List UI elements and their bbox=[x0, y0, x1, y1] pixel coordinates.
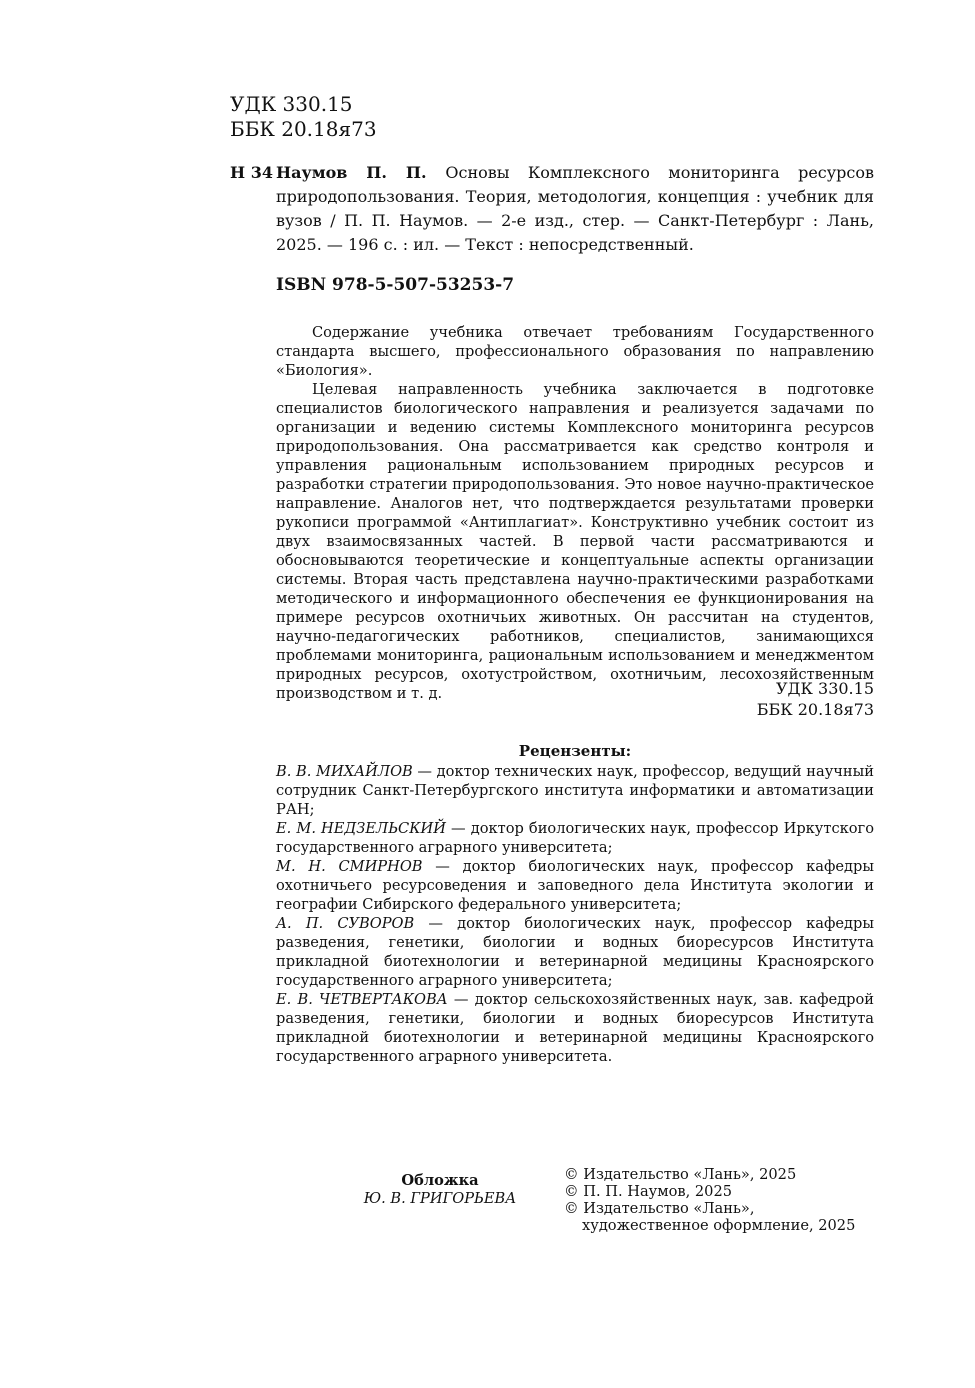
udk-code-top: УДК 330.15 bbox=[230, 92, 353, 116]
copyright-block bbox=[564, 1166, 855, 1234]
reviewer-details: — доктор биологических наук, профессор Иркутского государственного аграрного университета; bbox=[276, 820, 874, 856]
reviewer-entry bbox=[276, 762, 874, 819]
bottom-classification bbox=[757, 678, 874, 720]
bibliographic-description: Основы Комплексного мониторинга ресурсов природопользования. Теория, методология, концепция : учебник для вузов / П. П. Наумов. — 2-е изд., стер. — Санкт-Петербург : Лань, 2025. — 196 с. : ил. — Текст : непосредственный. bbox=[276, 163, 875, 254]
reviewer-name: Е. М. НЕДЗЕЛЬСКИЙ bbox=[276, 820, 446, 837]
reviewer-entry bbox=[276, 819, 874, 857]
reviewer-name: В. В. МИХАЙЛОВ bbox=[276, 763, 413, 780]
reviewer-entry bbox=[276, 914, 874, 990]
udk-code-bottom: УДК 330.15 bbox=[775, 679, 874, 698]
reviewer-name: А. П. СУВОРОВ bbox=[276, 915, 415, 932]
annotation-paragraph: Целевая направленность учебника заключается в подготовке специалистов биологического направления и реализуется задачами по организации и ведению системы Комплексного мониторинга ресурсов природопользования. Она рассматривается как средство контроля и управления рациональным использованием природных ресурсов и разработки стратегии природопользования. Это новое научно-практическое направление. Аналогов нет, что подтверждается результатами проверки рукописи программой «Антиплагиат». Конструктивно учебник состоит из двух взаимосвязанных частей. В первой части рассматриваются и обосновываются теоретические и концептуальные аспекты организации системы. Вторая часть представлена научно-практическими разработками методического и информационного обеспечения ее функционирования на примере ресурсов охотничьих животных. Он рассчитан на студентов, научно-педагогических работников, специалистов, занимающихся проблемами мониторинга, рациональным использованием и менеджментом природных ресурсов, охотустройством, охотничьим, лесохозяйственным производством и т. д. bbox=[276, 381, 874, 702]
reviewer-name: Е. В. ЧЕТВЕРТАКОВА bbox=[276, 991, 448, 1008]
isbn: ISBN 978-5-507-53253-7 bbox=[276, 275, 515, 295]
bbk-code-bottom: ББК 20.18я73 bbox=[756, 700, 874, 719]
reviewer-entry bbox=[276, 857, 874, 914]
reviewer-entry bbox=[276, 990, 874, 1066]
reviewer-details: — доктор биологических наук, профессор кафедры разведения, генетики, биологии и водных биоресурсов Института прикладной биотехнологии и ветеринарной медицины Красноярского государственного аграрного университета; bbox=[276, 915, 875, 989]
reviewer-name: М. Н. СМИРНОВ bbox=[276, 858, 423, 875]
cover-label: Обложка bbox=[401, 1172, 479, 1189]
reviewer-details: — доктор сельскохозяйственных наук, зав. кафедрой разведения, генетики, биологии и водных биоресурсов Института прикладной биотехнологии и ветеринарной медицины Красноярского государственного аграрного университета. bbox=[276, 991, 874, 1065]
copyright-line: © П. П. Наумов, 2025 bbox=[564, 1183, 733, 1200]
copyright-line: © Издательство «Лань», bbox=[564, 1200, 755, 1217]
bbk-code-top: ББК 20.18я73 bbox=[230, 117, 377, 141]
cover-designer: Ю. В. ГРИГОРЬЕВА bbox=[363, 1190, 517, 1207]
cutter-number: Н 34 bbox=[230, 163, 273, 182]
copyright-line: © Издательство «Лань», 2025 bbox=[564, 1166, 797, 1183]
annotation bbox=[276, 323, 874, 703]
author-name: Наумов П. П. bbox=[276, 163, 446, 182]
reviewer-details: — доктор биологических наук, профессор кафедры охотничьего ресурсоведения и заповедного дела Института экологии и географии Сибирского федерального университета; bbox=[276, 858, 874, 913]
reviewers-list bbox=[276, 762, 874, 1066]
top-classification bbox=[230, 92, 377, 142]
annotation-paragraph: Содержание учебника отвечает требованиям Государственного стандарта высшего, профессионального образования по направлению «Биология». bbox=[276, 324, 874, 379]
reviewer-details: — доктор технических наук, профессор, ведущий научный сотрудник Санкт-Петербургского института информатики и автоматизации РАН; bbox=[276, 763, 874, 818]
reviewers-title: Рецензенты: bbox=[518, 742, 632, 760]
cover-credit bbox=[340, 1172, 540, 1208]
bibliographic-record bbox=[276, 161, 874, 257]
copyright-line: художественное оформление, 2025 bbox=[582, 1217, 856, 1234]
